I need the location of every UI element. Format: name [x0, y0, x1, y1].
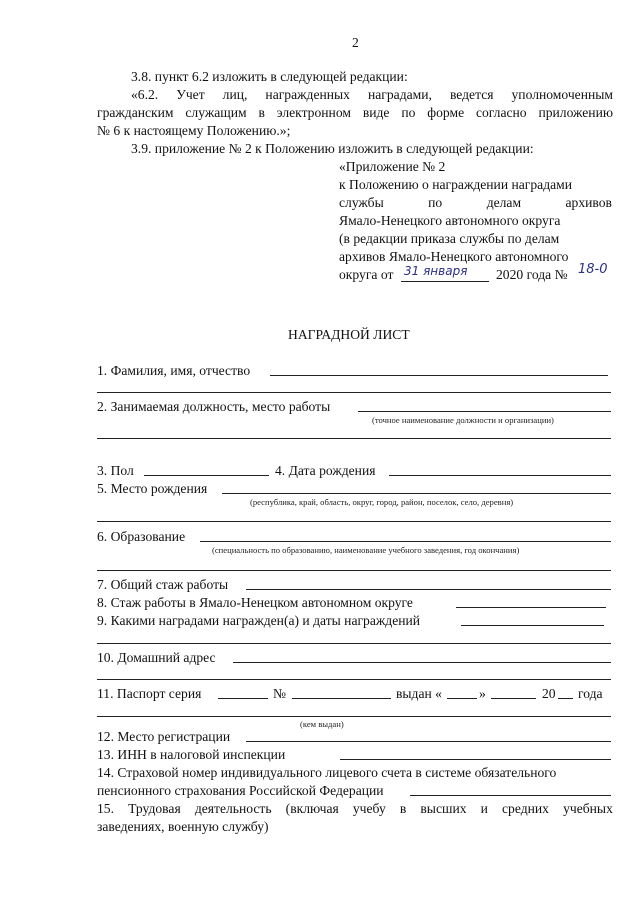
passport-number-label: № — [273, 686, 286, 701]
passport-day-line[interactable] — [447, 698, 477, 699]
field-15-word: деятельность — [194, 801, 272, 816]
field-15-word: средних — [502, 801, 549, 816]
appendix-line-6: архивов Ямало-Ненецкого автономного — [339, 249, 569, 264]
date-underline — [401, 281, 489, 282]
field-2-line-2[interactable] — [97, 438, 611, 439]
field-15-word: учебу — [352, 801, 386, 816]
amendment-6-2-line-1: «6.2. Учет лиц, награжденных наградами, ведется уполномоченным — [131, 87, 613, 102]
field-9-label: 9. Какими наградами награжден(а) и даты награждений — [97, 613, 421, 628]
passport-century: 20 — [542, 686, 556, 701]
field-11-label: 11. Паспорт серия — [97, 686, 202, 701]
appendix-line-2: к Положению о награждении наградами — [339, 177, 573, 192]
field-15-label-line-1 — [97, 800, 613, 818]
passport-series-line[interactable] — [218, 698, 268, 699]
field-2-label: 2. Занимаемая должность, место работы — [97, 399, 331, 414]
page-number: 2 — [352, 35, 359, 50]
field-5-line[interactable] — [222, 493, 611, 494]
appendix-line-3-word: делам — [486, 195, 522, 210]
field-1-label: 1. Фамилия, имя, отчество — [97, 363, 251, 378]
field-9-line-2[interactable] — [97, 643, 611, 644]
field-15-word: учебных — [563, 801, 613, 816]
appendix-line-4: Ямало-Ненецкого автономного округа — [339, 213, 561, 228]
field-10-label: 10. Домашний адрес — [97, 650, 216, 665]
field-3-label: 3. Пол — [97, 463, 134, 478]
field-8-label: 8. Стаж работы в Ямало-Ненецком автономном округе — [97, 595, 413, 610]
field-5-line-2[interactable] — [97, 521, 611, 522]
field-14-line[interactable] — [410, 795, 611, 796]
appendix-line-5: (в редакции приказа службы по делам — [339, 231, 560, 246]
field-15-word: (включая — [285, 801, 339, 816]
amendment-6-2-line-3: № 6 к настоящему Положению.»; — [97, 123, 291, 138]
appendix-title: «Приложение № 2 — [339, 159, 446, 174]
form-title: НАГРАДНОЙ ЛИСТ — [288, 327, 410, 342]
amendment-6-2-line-2: гражданским служащим в электронном виде по форме согласно приложению — [97, 105, 613, 120]
field-7-line[interactable] — [246, 589, 611, 590]
appendix-line-3 — [339, 194, 612, 212]
field-15-label-line-2: заведениях, военную службу) — [97, 819, 269, 834]
field-14-label-line-2: пенсионного страхования Российской Федерации — [97, 783, 384, 798]
field-9-line[interactable] — [461, 625, 604, 626]
field-2-line[interactable] — [358, 411, 611, 412]
passport-year-label: года — [578, 686, 603, 701]
field-6-line[interactable] — [200, 541, 611, 542]
field-13-label: 13. ИНН в налоговой инспекции — [97, 747, 286, 762]
field-6-label: 6. Образование — [97, 529, 186, 544]
field-10-line-2[interactable] — [97, 679, 611, 680]
appendix-line-3-word: службы — [339, 195, 384, 210]
field-3-line[interactable] — [144, 475, 269, 476]
amendment-3-9-heading: 3.9. приложение № 2 к Положению изложить в следующей редакции: — [131, 141, 534, 156]
passport-issued-label: выдан « — [396, 686, 442, 701]
field-2-hint: (точное наименование должности и организации) — [372, 415, 554, 425]
passport-year-line[interactable] — [558, 698, 573, 699]
field-7-label: 7. Общий стаж работы — [97, 577, 229, 592]
field-5-label: 5. Место рождения — [97, 481, 208, 496]
field-8-line[interactable] — [456, 607, 606, 608]
field-15-word: высших — [420, 801, 467, 816]
field-12-line[interactable] — [246, 741, 611, 742]
field-5-hint: (республика, край, область, округ, город, район, поселок, село, деревня) — [250, 497, 514, 507]
passport-close-quote: » — [479, 686, 486, 701]
passport-issuer-line[interactable] — [97, 716, 611, 717]
field-14-label-line-1: 14. Страховой номер индивидуального лицевого счета в системе обязательного — [97, 765, 557, 780]
handwritten-date: 31 января — [404, 264, 468, 278]
field-15-word: в — [399, 801, 407, 816]
field-15-word: и — [480, 801, 488, 816]
appendix-line-3-word: архивов — [565, 195, 612, 210]
field-12-label: 12. Место регистрации — [97, 729, 231, 744]
field-10-line[interactable] — [233, 662, 611, 663]
passport-number-line[interactable] — [292, 698, 391, 699]
field-15-word: Трудовая — [128, 801, 181, 816]
field-13-line[interactable] — [340, 759, 611, 760]
amendment-3-8-heading: 3.8. пункт 6.2 изложить в следующей редакции: — [131, 69, 408, 84]
field-1-line-2[interactable] — [97, 392, 611, 393]
field-4-label: 4. Дата рождения — [275, 463, 376, 478]
field-11-hint: (кем выдан) — [300, 719, 344, 729]
appendix-line-3-word: по — [428, 195, 443, 210]
appendix-line-7-middle: 2020 года № — [496, 267, 568, 282]
field-15-word: 15. — [97, 801, 114, 816]
field-1-line[interactable] — [270, 375, 608, 376]
handwritten-number: 18-0 — [578, 262, 608, 277]
appendix-line-7-prefix: округа от — [339, 267, 394, 282]
field-4-line[interactable] — [389, 475, 611, 476]
passport-month-line[interactable] — [491, 698, 536, 699]
field-6-line-2[interactable] — [97, 570, 611, 571]
field-6-hint: (специальность по образованию, наименование учебного заведения, год окончания) — [212, 545, 520, 555]
